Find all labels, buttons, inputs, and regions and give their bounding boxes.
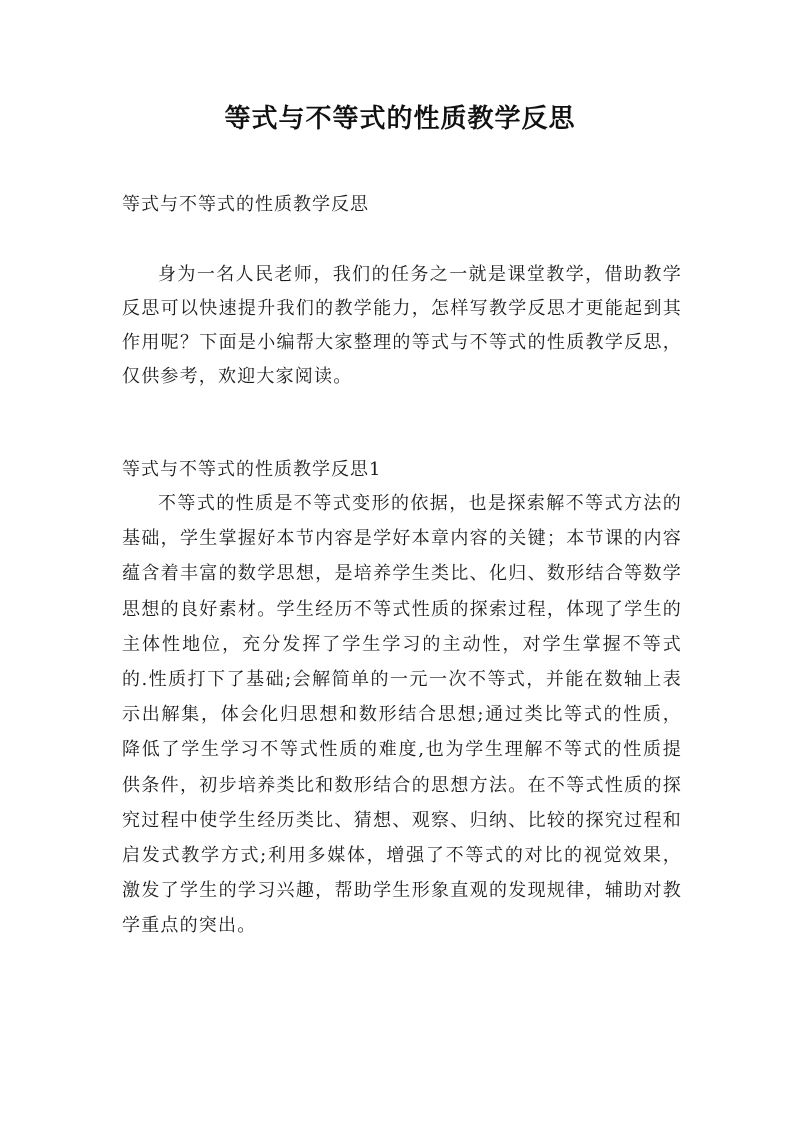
section-heading: 等式与不等式的性质教学反思1: [122, 459, 382, 480]
intro-paragraph: 身为一名人民老师，我们的任务之一就是课堂教学，借助教学反思可以快速提升我们的教学能力，怎样写教学反思才更能起到其作用呢？下面是小编帮大家整理的等式与不等式的性质教学反思，仅供参考，欢迎大家阅读。: [122, 264, 682, 387]
page-title: 等式与不等式的性质教学反思: [224, 104, 576, 134]
section-paragraph: 不等式的性质是不等式变形的依据，也是探索解不等式方法的基础，学生掌握好本节内容是学好本章内容的关键；本节课的内容蕴含着丰富的数学思想，是培养学生类比、化归、数形结合等数学思想的良好素材。学生经历不等式性质的探索过程，体现了学生的主体性地位，充分发挥了学生学习的主动性，对学生掌握不等式的.性质打下了基础;会解简单的一元一次不等式，并能在数轴上表示出解集，体会化归思想和数形结合思想;通过类比等式的性质，降低了学生学习不等式性质的难度,也为学生理解不等式的性质提供条件，初步培养类比和数形结合的思想方法。在不等式性质的探究过程中使学生经历类比、猜想、观察、归纳、比较的探究过程和启发式教学方式;利用多媒体，增强了不等式的对比的视觉效果，激发了学生的学习兴趣，帮助学生形象直观的发现规律，辅助对教学重点的突出。: [122, 493, 682, 937]
document-subtitle: 等式与不等式的性质教学反思: [122, 194, 369, 215]
